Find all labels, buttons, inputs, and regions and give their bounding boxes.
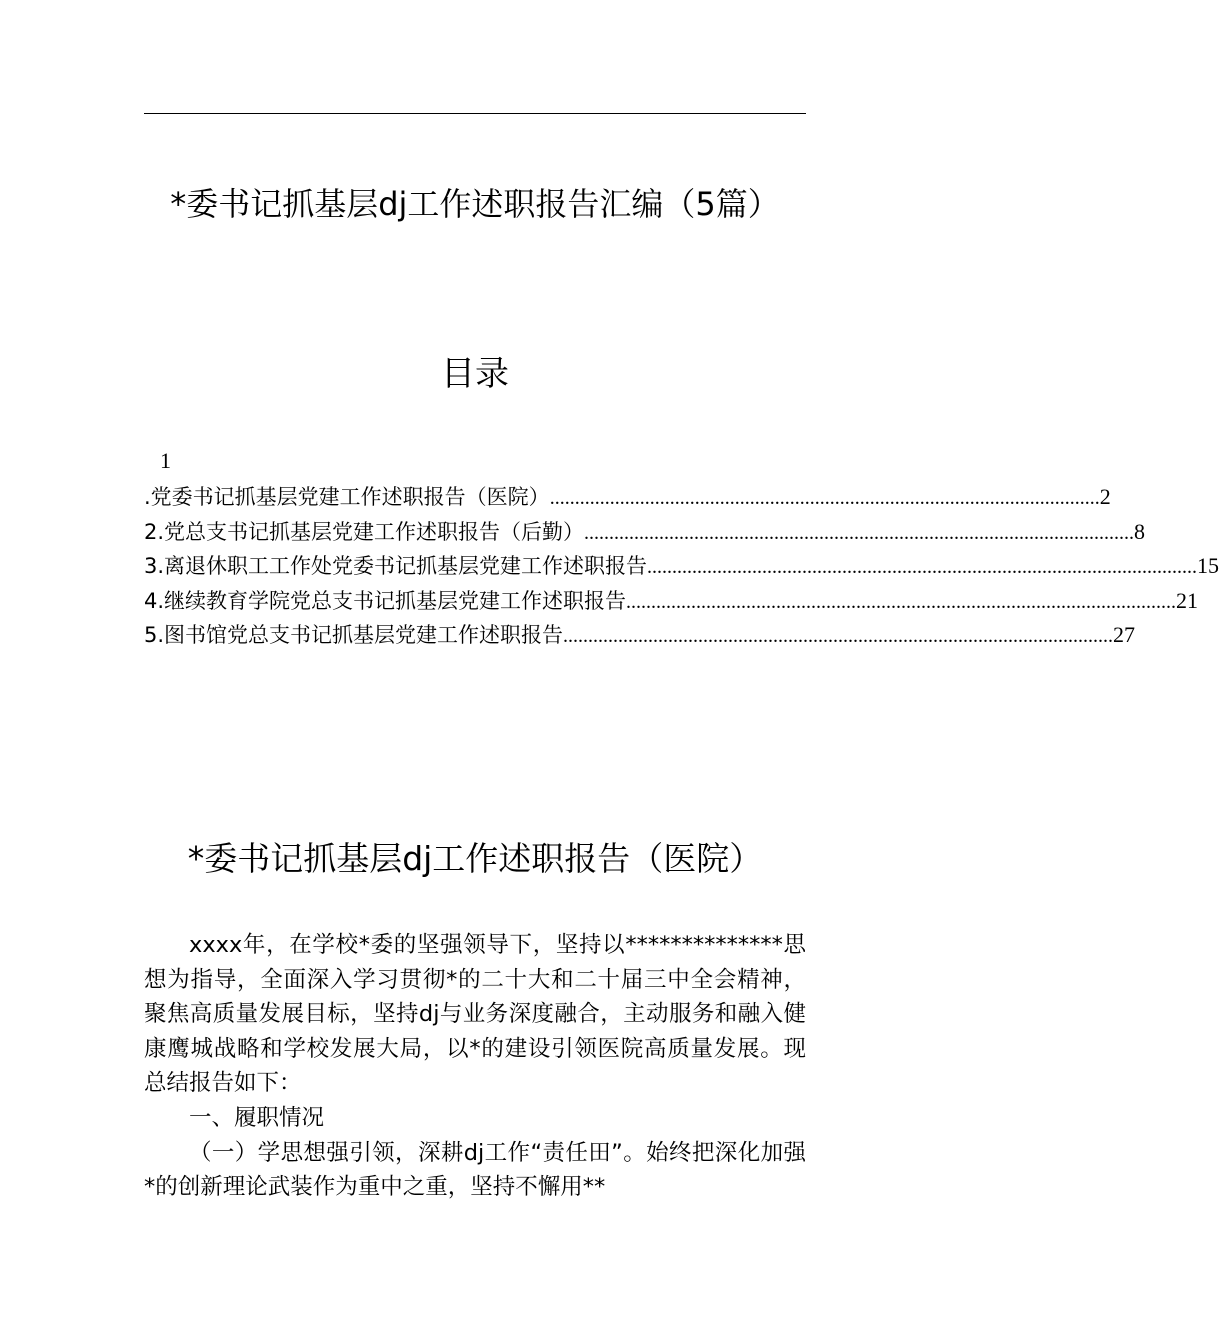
toc-entry[interactable]: [144, 515, 1146, 550]
toc-leader-dots: [647, 550, 1197, 585]
toc-entry[interactable]: [144, 618, 1136, 653]
section-title: *委书记抓基层dj工作述职报告（医院）: [187, 839, 763, 878]
toc-entry[interactable]: [144, 584, 1199, 619]
toc-leader-dots: [584, 516, 1134, 551]
toc-entry[interactable]: [144, 549, 1219, 584]
document-title: *委书记抓基层dj工作述职报告汇编（5篇）: [170, 185, 780, 223]
top-rule-divider: [144, 113, 806, 114]
table-of-contents: [144, 480, 1219, 653]
toc-leader-dots: [626, 585, 1176, 620]
body-text: [144, 928, 806, 1205]
toc-entry-text: 3.离退休职工工作处党委书记抓基层党建工作述职报告: [144, 554, 648, 578]
paragraph-heading: 一、履职情况: [189, 1104, 325, 1131]
toc-entry-page: 27: [1113, 622, 1136, 647]
toc-entry-text: 5.图书馆党总支书记抓基层党建工作述职报告: [144, 623, 564, 647]
toc-heading: 目录: [441, 354, 509, 394]
paragraph: xxxx年，在学校*委的坚强领导下，坚持以**************思想为指导，全面深入学习贯彻*的二十大和二十届三中全会精神，聚焦高质量发展目标，坚持dj与业务深度融合，主动服务和融入健康鹰城战略和学校发展大局，以*的建设引领医院高质量发展。现总结报告如下：: [144, 932, 806, 1097]
toc-entry-page: 2: [1099, 484, 1111, 509]
toc-entry-page: 21: [1176, 587, 1199, 613]
toc-leader-dots: [563, 619, 1113, 654]
toc-entry-text: 2.党总支书记抓基层党建工作述职报告（后勤）: [144, 519, 585, 544]
toc-entry-page: 15: [1197, 553, 1219, 578]
toc-entry[interactable]: [144, 480, 1111, 515]
toc-lead-number: 1: [160, 448, 171, 473]
toc-leader-dots: [550, 481, 1100, 516]
toc-entry-page: 8: [1134, 518, 1146, 544]
toc-entry-text: 4.继续教育学院党总支书记抓基层党建工作述职报告: [144, 588, 627, 613]
paragraph: （一）学思想强引领，深耕dj工作“责任田”。始终把深化加强*的创新理论武装作为重中之重，坚持不懈用**: [144, 1139, 806, 1201]
toc-entry-text: .党委书记抓基层党建工作述职报告（医院）: [144, 485, 550, 509]
